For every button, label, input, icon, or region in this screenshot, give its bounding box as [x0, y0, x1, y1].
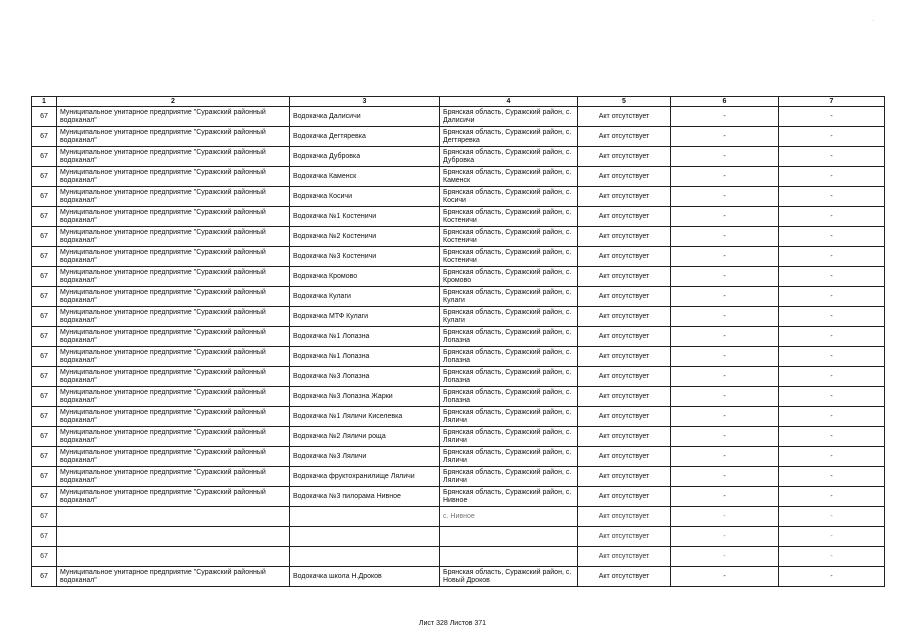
column-7-cell: - — [779, 167, 885, 187]
column-7-cell: - — [779, 187, 885, 207]
row-number-cell: 67 — [32, 267, 57, 287]
organization-cell: Муниципальное унитарное предприятие "Суражский районный водоканал" — [57, 147, 290, 167]
organization-cell: Муниципальное унитарное предприятие "Суражский районный водоканал" — [57, 387, 290, 407]
column-6-cell: - — [671, 347, 779, 367]
object-name-cell: Водокачка Косичи — [290, 187, 440, 207]
address-cell: Брянская область, Суражский район, с. Лопазна — [440, 347, 578, 367]
address-cell: Брянская область, Суражский район, с. Кулаги — [440, 307, 578, 327]
column-7-cell: - — [779, 127, 885, 147]
table-row — [32, 127, 885, 147]
organization-cell: Муниципальное унитарное предприятие "Суражский районный водоканал" — [57, 407, 290, 427]
registry-table — [31, 96, 885, 587]
address-cell: Брянская область, Суражский район, с. Ляличи — [440, 407, 578, 427]
organization-cell: Муниципальное унитарное предприятие "Суражский районный водоканал" — [57, 567, 290, 587]
address-cell: Брянская область, Суражский район, с. Ляличи — [440, 467, 578, 487]
address-cell: Брянская область, Суражский район, с. Лопазна — [440, 387, 578, 407]
address-cell: Брянская область, Суражский район, с. Лопазна — [440, 327, 578, 347]
column-header-4: 4 — [440, 97, 578, 107]
object-name-cell — [290, 527, 440, 547]
table-row — [32, 487, 885, 507]
table-row — [32, 467, 885, 487]
object-name-cell: Водокачка №1 Костеничи — [290, 207, 440, 227]
column-6-cell: - — [671, 267, 779, 287]
column-6-cell: - — [671, 207, 779, 227]
table-row — [32, 427, 885, 447]
page-number-footer: Лист 328 Листов 371 — [418, 620, 487, 627]
row-number-cell: 67 — [32, 107, 57, 127]
row-number-cell: 67 — [32, 447, 57, 467]
table-header-row — [32, 97, 885, 107]
object-name-cell — [290, 507, 440, 527]
object-name-cell: Водокачка №3 Лопазна — [290, 367, 440, 387]
column-header-6: 6 — [671, 97, 779, 107]
act-status-cell: Акт отсутствует — [578, 367, 671, 387]
act-status-cell: Акт отсутствует — [578, 287, 671, 307]
address-cell: Брянская область, Суражский район, с. Нивное — [440, 487, 578, 507]
column-7-cell: - — [779, 147, 885, 167]
organization-cell: Муниципальное унитарное предприятие "Суражский районный водоканал" — [57, 207, 290, 227]
act-status-cell: Акт отсутствует — [578, 427, 671, 447]
row-number-cell: 67 — [32, 307, 57, 327]
column-6-cell: - — [671, 107, 779, 127]
table-row — [32, 507, 885, 527]
column-6-cell: - — [671, 247, 779, 267]
column-header-7: 7 — [779, 97, 885, 107]
address-cell: Брянская область, Суражский район, с. Косичи — [440, 187, 578, 207]
row-number-cell: 67 — [32, 567, 57, 587]
column-6-cell: - — [671, 527, 779, 547]
object-name-cell: Водокачка МТФ Кулаги — [290, 307, 440, 327]
row-number-cell: 67 — [32, 127, 57, 147]
organization-cell — [57, 527, 290, 547]
column-header-5: 5 — [578, 97, 671, 107]
organization-cell: Муниципальное унитарное предприятие "Суражский районный водоканал" — [57, 347, 290, 367]
act-status-cell: Акт отсутствует — [578, 567, 671, 587]
column-6-cell: - — [671, 447, 779, 467]
organization-cell — [57, 507, 290, 527]
table-row — [32, 247, 885, 267]
organization-cell: Муниципальное унитарное предприятие "Суражский районный водоканал" — [57, 287, 290, 307]
row-number-cell: 67 — [32, 547, 57, 567]
organization-cell: Муниципальное унитарное предприятие "Суражский районный водоканал" — [57, 307, 290, 327]
act-status-cell: Акт отсутствует — [578, 547, 671, 567]
act-status-cell: Акт отсутствует — [578, 407, 671, 427]
row-number-cell: 67 — [32, 367, 57, 387]
act-status-cell: Акт отсутствует — [578, 167, 671, 187]
table-row — [32, 407, 885, 427]
address-cell: Брянская область, Суражский район, с. Костеничи — [440, 227, 578, 247]
object-name-cell: Водокачка №1 Лопазна — [290, 327, 440, 347]
table-row — [32, 327, 885, 347]
row-number-cell: 67 — [32, 287, 57, 307]
row-number-cell: 67 — [32, 387, 57, 407]
column-6-cell: - — [671, 227, 779, 247]
row-number-cell: 67 — [32, 507, 57, 527]
act-status-cell: Акт отсутствует — [578, 227, 671, 247]
row-number-cell: 67 — [32, 227, 57, 247]
address-cell: Брянская область, Суражский район, с. Далисичи — [440, 107, 578, 127]
column-7-cell: - — [779, 467, 885, 487]
column-6-cell: - — [671, 407, 779, 427]
column-6-cell: - — [671, 547, 779, 567]
address-cell: Брянская область, Суражский район, с. Новый Дроков — [440, 567, 578, 587]
address-cell: Брянская область, Суражский район, с. Костеничи — [440, 207, 578, 227]
row-number-cell: 67 — [32, 167, 57, 187]
table-row — [32, 447, 885, 467]
table-row — [32, 267, 885, 287]
column-6-cell: - — [671, 167, 779, 187]
column-7-cell: - — [779, 287, 885, 307]
column-7-cell: - — [779, 507, 885, 527]
table-row — [32, 207, 885, 227]
table-row — [32, 287, 885, 307]
object-name-cell: Водокачка фруктохранилище Ляличи — [290, 467, 440, 487]
row-number-cell: 67 — [32, 467, 57, 487]
organization-cell: Муниципальное унитарное предприятие "Суражский районный водоканал" — [57, 427, 290, 447]
column-6-cell: - — [671, 487, 779, 507]
table-body — [32, 107, 885, 587]
address-cell — [440, 527, 578, 547]
object-name-cell: Водокачка №3 пилорама Нивное — [290, 487, 440, 507]
column-7-cell: - — [779, 387, 885, 407]
column-7-cell: - — [779, 547, 885, 567]
column-7-cell: - — [779, 527, 885, 547]
table-row — [32, 307, 885, 327]
object-name-cell: Водокачка Дубровка — [290, 147, 440, 167]
object-name-cell: Водокачка Дегтяревка — [290, 127, 440, 147]
organization-cell: Муниципальное унитарное предприятие "Суражский районный водоканал" — [57, 327, 290, 347]
table-row — [32, 147, 885, 167]
address-cell: Брянская область, Суражский район, с. Дубровка — [440, 147, 578, 167]
address-cell: Брянская область, Суражский район, с. Кромово — [440, 267, 578, 287]
act-status-cell: Акт отсутствует — [578, 127, 671, 147]
act-status-cell: Акт отсутствует — [578, 327, 671, 347]
act-status-cell: Акт отсутствует — [578, 347, 671, 367]
organization-cell: Муниципальное унитарное предприятие "Суражский районный водоканал" — [57, 267, 290, 287]
column-7-cell: - — [779, 227, 885, 247]
table-row — [32, 567, 885, 587]
address-cell: Брянская область, Суражский район, с. Ляличи — [440, 427, 578, 447]
object-name-cell: Водокачка Кулаги — [290, 287, 440, 307]
column-6-cell: - — [671, 367, 779, 387]
row-number-cell: 67 — [32, 427, 57, 447]
column-6-cell: - — [671, 287, 779, 307]
column-7-cell: - — [779, 327, 885, 347]
act-status-cell: Акт отсутствует — [578, 487, 671, 507]
column-6-cell: - — [671, 507, 779, 527]
table-row — [32, 387, 885, 407]
table-row — [32, 527, 885, 547]
column-6-cell: - — [671, 567, 779, 587]
act-status-cell: Акт отсутствует — [578, 307, 671, 327]
column-7-cell: - — [779, 107, 885, 127]
column-7-cell: - — [779, 307, 885, 327]
row-number-cell: 67 — [32, 187, 57, 207]
organization-cell: Муниципальное унитарное предприятие "Суражский районный водоканал" — [57, 447, 290, 467]
act-status-cell: Акт отсутствует — [578, 447, 671, 467]
table-row — [32, 107, 885, 127]
object-name-cell: Водокачка школа Н.Дроков — [290, 567, 440, 587]
registry-sheet — [31, 96, 885, 587]
organization-cell: Муниципальное унитарное предприятие "Суражский районный водоканал" — [57, 107, 290, 127]
act-status-cell: Акт отсутствует — [578, 387, 671, 407]
object-name-cell: Водокачка №2 Костеничи — [290, 227, 440, 247]
address-cell — [440, 547, 578, 567]
address-cell: Брянская область, Суражский район, с. Каменск — [440, 167, 578, 187]
act-status-cell: Акт отсутствует — [578, 247, 671, 267]
table-row — [32, 367, 885, 387]
column-7-cell: - — [779, 487, 885, 507]
column-header-1: 1 — [32, 97, 57, 107]
row-number-cell: 67 — [32, 247, 57, 267]
column-7-cell: - — [779, 407, 885, 427]
address-cell: Брянская область, Суражский район, с. Лопазна — [440, 367, 578, 387]
table-row — [32, 547, 885, 567]
row-number-cell: 67 — [32, 347, 57, 367]
act-status-cell: Акт отсутствует — [578, 147, 671, 167]
object-name-cell: Водокачка №1 Лопазна — [290, 347, 440, 367]
act-status-cell: Акт отсутствует — [578, 467, 671, 487]
column-6-cell: - — [671, 467, 779, 487]
table-row — [32, 167, 885, 187]
object-name-cell: Водокачка №3 Лопазна Жарки — [290, 387, 440, 407]
object-name-cell: Водокачка №3 Ляличи — [290, 447, 440, 467]
row-number-cell: 67 — [32, 147, 57, 167]
column-7-cell: - — [779, 347, 885, 367]
object-name-cell: Водокачка Каменск — [290, 167, 440, 187]
organization-cell: Муниципальное унитарное предприятие "Суражский районный водоканал" — [57, 127, 290, 147]
object-name-cell: Водокачка №2 Ляличи роща — [290, 427, 440, 447]
organization-cell: Муниципальное унитарное предприятие "Суражский районный водоканал" — [57, 487, 290, 507]
column-6-cell: - — [671, 147, 779, 167]
column-header-3: 3 — [290, 97, 440, 107]
column-7-cell: - — [779, 207, 885, 227]
column-7-cell: - — [779, 247, 885, 267]
row-number-cell: 67 — [32, 487, 57, 507]
object-name-cell: Водокачка №3 Костеничи — [290, 247, 440, 267]
scan-edge-mark: · — [872, 18, 874, 24]
column-7-cell: - — [779, 447, 885, 467]
column-7-cell: - — [779, 427, 885, 447]
column-6-cell: - — [671, 187, 779, 207]
act-status-cell: Акт отсутствует — [578, 527, 671, 547]
organization-cell: Муниципальное унитарное предприятие "Суражский районный водоканал" — [57, 467, 290, 487]
object-name-cell — [290, 547, 440, 567]
organization-cell: Муниципальное унитарное предприятие "Суражский районный водоканал" — [57, 247, 290, 267]
act-status-cell: Акт отсутствует — [578, 187, 671, 207]
organization-cell: Муниципальное унитарное предприятие "Суражский районный водоканал" — [57, 367, 290, 387]
row-number-cell: 67 — [32, 527, 57, 547]
column-7-cell: - — [779, 267, 885, 287]
column-6-cell: - — [671, 387, 779, 407]
table-row — [32, 187, 885, 207]
column-6-cell: - — [671, 427, 779, 447]
act-status-cell: Акт отсутствует — [578, 107, 671, 127]
column-6-cell: - — [671, 327, 779, 347]
organization-cell: Муниципальное унитарное предприятие "Суражский районный водоканал" — [57, 167, 290, 187]
object-name-cell: Водокачка №1 Ляличи Киселевка — [290, 407, 440, 427]
act-status-cell: Акт отсутствует — [578, 207, 671, 227]
column-header-2: 2 — [57, 97, 290, 107]
address-cell: с. Нивное — [440, 507, 578, 527]
row-number-cell: 67 — [32, 327, 57, 347]
act-status-cell: Акт отсутствует — [578, 507, 671, 527]
table-row — [32, 347, 885, 367]
column-6-cell: - — [671, 307, 779, 327]
row-number-cell: 67 — [32, 407, 57, 427]
column-6-cell: - — [671, 127, 779, 147]
organization-cell — [57, 547, 290, 567]
address-cell: Брянская область, Суражский район, с. Дегтяревка — [440, 127, 578, 147]
address-cell: Брянская область, Суражский район, с. Кулаги — [440, 287, 578, 307]
organization-cell: Муниципальное унитарное предприятие "Суражский районный водоканал" — [57, 227, 290, 247]
address-cell: Брянская область, Суражский район, с. Ляличи — [440, 447, 578, 467]
object-name-cell: Водокачка Далисичи — [290, 107, 440, 127]
column-7-cell: - — [779, 367, 885, 387]
address-cell: Брянская область, Суражский район, с. Костеничи — [440, 247, 578, 267]
organization-cell: Муниципальное унитарное предприятие "Суражский районный водоканал" — [57, 187, 290, 207]
row-number-cell: 67 — [32, 207, 57, 227]
table-row — [32, 227, 885, 247]
column-7-cell: - — [779, 567, 885, 587]
object-name-cell: Водокачка Кромово — [290, 267, 440, 287]
act-status-cell: Акт отсутствует — [578, 267, 671, 287]
